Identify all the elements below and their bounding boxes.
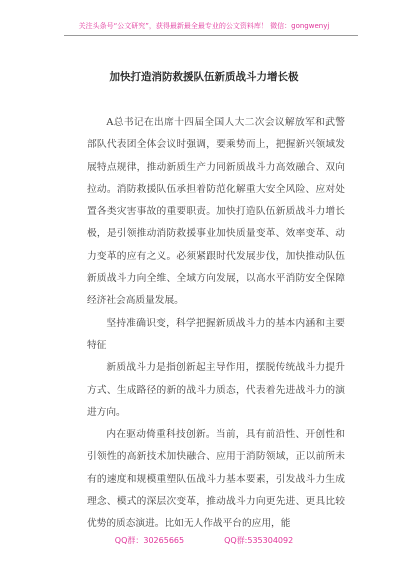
header-banner: 关注头条号“公文研究”，获得最新最全最专业的公文资料库！ 微信：gongwenyj — [78, 22, 330, 30]
section-heading: 坚持准确识变，科学把握新质战斗力的基本内涵和主要特征 — [87, 317, 345, 351]
paragraph-definition: 新质战斗力是指创新起主导作用，摆脱传统战斗力提升方式、生成路径的新的战斗力质态，代表着先进战斗力的演进方向。 — [87, 362, 345, 418]
footer-contact — [0, 535, 408, 546]
header-divider — [64, 35, 358, 36]
footer-qq-group-1: QQ群：30265665 — [114, 536, 185, 545]
document-title: 加快打造消防救援队伍新质战斗力增长极 — [109, 71, 299, 83]
footer-qq-group-2: QQ群:535304092 — [224, 536, 294, 545]
document-body — [87, 112, 345, 536]
paragraph-tech-innovation: 内在驱动倚重科技创新。当前，具有前沿性、开创性和引领性的高新技术加快融合、应用于消防领域，正以前所未有的速度和规模重塑队伍战斗力基本要素，引发战斗力生成理念、模式的深层次变革，推动战斗力向更先进、更具比较优势的质态演进。比如无人作战平台的应用，能 — [87, 429, 345, 530]
paragraph-intro: A总书记在出席十四届全国人大二次会议解放军和武警部队代表团全体会议时强调，要乘势而上，把握新兴领域发展特点规律，推动新质生产力同新质战斗力高效融合、双向拉动。消防救援队伍承担着防范化解重大安全风险、应对处置各类灾害事故的重要职责。加快打造队伍新质战斗力增长极，是引领推动消防救援事业加快质量变革、效率变革、动力变革的应有之义。必须紧跟时代发展步伐，加快推动队伍新质战斗力向全维、全域方向发展，以高水平消防安全保障经济社会高质量发展。 — [87, 117, 345, 307]
